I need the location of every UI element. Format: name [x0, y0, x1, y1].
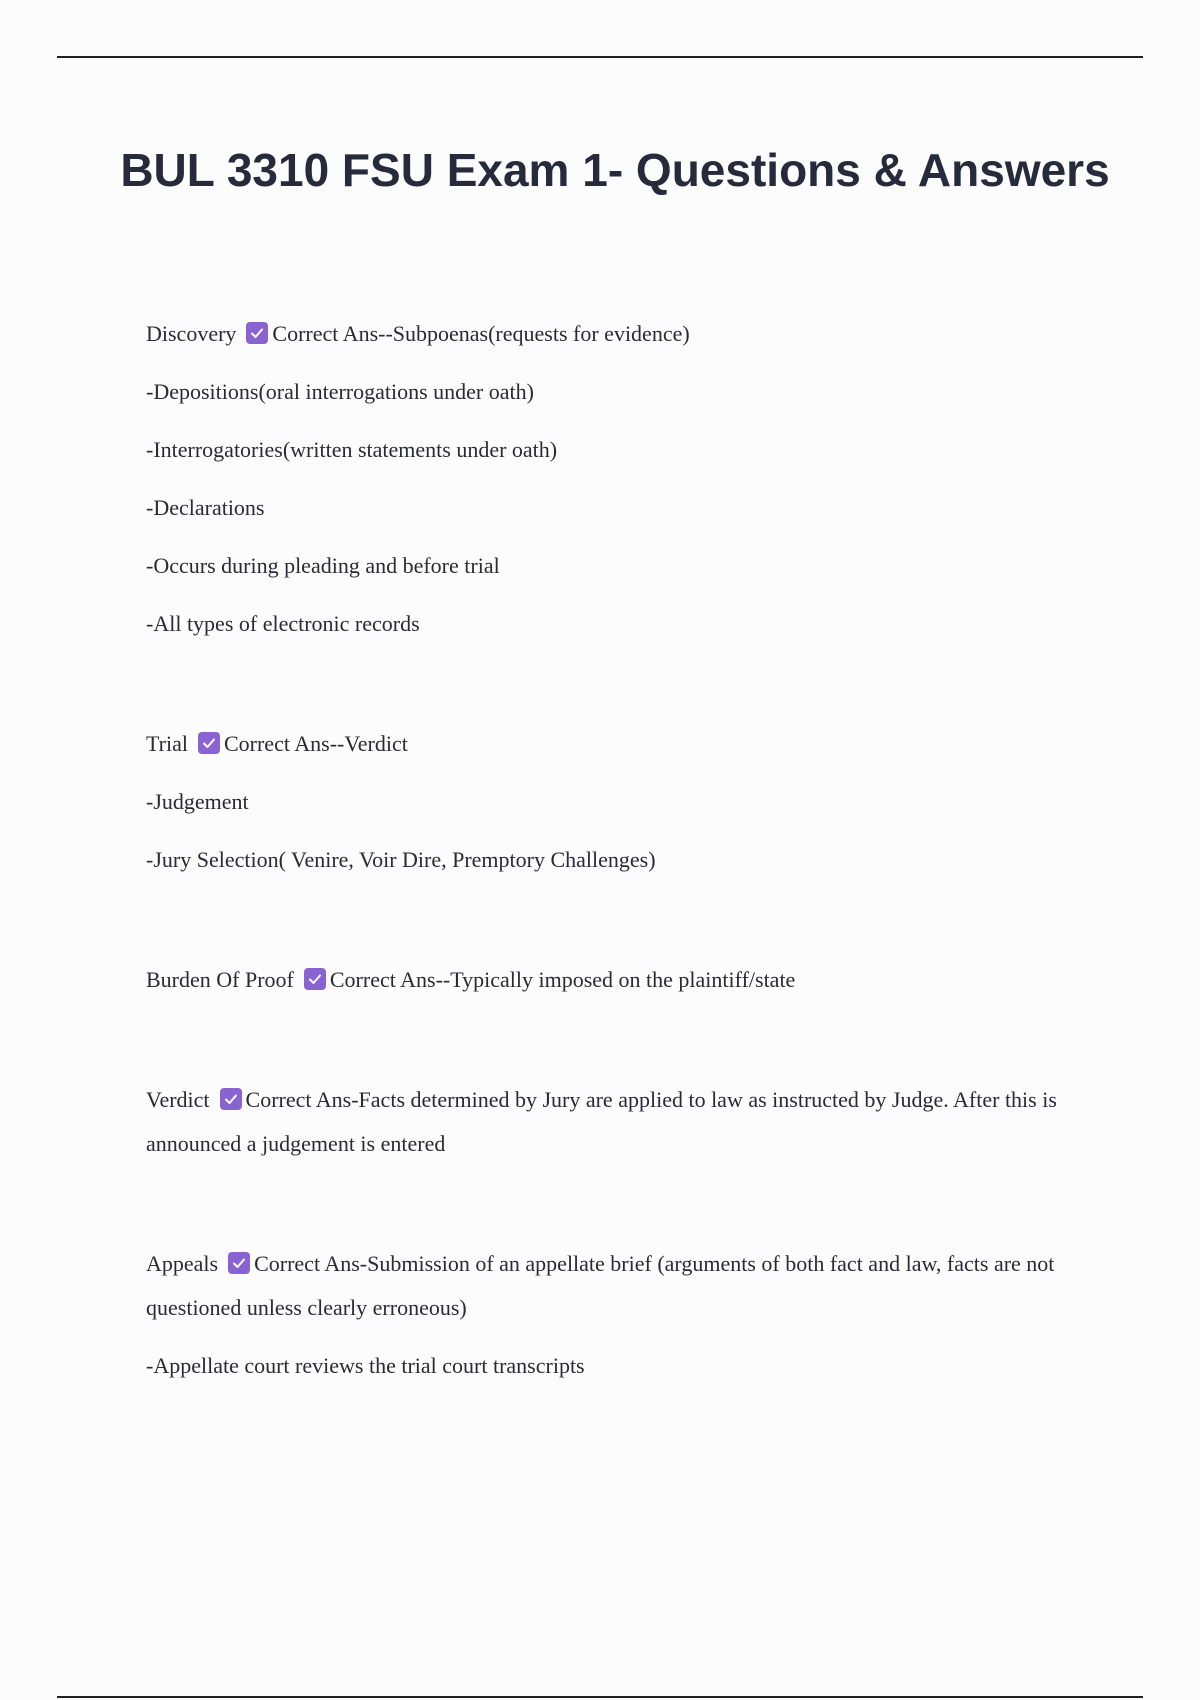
qa-answer: Correct Ans--Subpoenas(requests for evidence) — [272, 321, 690, 346]
qa-term: Burden Of Proof — [146, 967, 294, 992]
checkbox-checked-icon — [246, 322, 268, 344]
checkbox-checked-icon — [304, 968, 326, 990]
qa-question — [146, 312, 1096, 356]
qa-entry-burden-of-proof — [146, 958, 1096, 1002]
qa-detail: -Declarations — [146, 495, 265, 520]
qa-answer: Correct Ans--Typically imposed on the plaintiff/state — [329, 967, 796, 992]
checkbox-checked-icon — [198, 732, 220, 754]
qa-answer: Correct Ans--Verdict — [223, 731, 408, 756]
qa-detail: -Jury Selection( Venire, Voir Dire, Premptory Challenges) — [146, 847, 656, 872]
qa-answer: Correct Ans-Submission of an appellate brief (arguments of both fact and law, facts are not questioned unless clearly erroneous) — [146, 1251, 1055, 1320]
qa-term: Appeals — [146, 1251, 219, 1276]
checkbox-checked-icon — [220, 1088, 242, 1110]
qa-detail: -Interrogatories(written statements under oath) — [146, 437, 558, 462]
qa-detail: -Occurs during pleading and before trial — [146, 553, 500, 578]
qa-detail: -Depositions(oral interrogations under oath) — [146, 379, 534, 404]
qa-content — [146, 312, 1096, 1388]
qa-term: Trial — [146, 731, 188, 756]
qa-term: Verdict — [146, 1087, 210, 1112]
qa-entry-discovery — [146, 312, 1096, 646]
qa-detail: -All types of electronic records — [146, 611, 420, 636]
qa-entry-trial — [146, 722, 1096, 882]
qa-answer: Correct Ans-Facts determined by Jury are applied to law as instructed by Judge. After this is announced a judgement is entered — [146, 1087, 1057, 1156]
qa-entry-verdict — [146, 1078, 1096, 1166]
top-rule — [57, 56, 1143, 58]
qa-term: Discovery — [146, 321, 237, 346]
qa-question — [146, 1242, 1096, 1330]
qa-question — [146, 722, 1096, 766]
checkbox-checked-icon — [228, 1252, 250, 1274]
bottom-rule — [57, 1696, 1143, 1698]
qa-question — [146, 958, 1096, 1002]
qa-detail: -Judgement — [146, 789, 249, 814]
qa-detail: -Appellate court reviews the trial court transcripts — [146, 1353, 585, 1378]
document-title: BUL 3310 FSU Exam 1- Questions & Answers — [120, 144, 1110, 196]
qa-question — [146, 1078, 1096, 1166]
qa-entry-appeals — [146, 1242, 1096, 1388]
